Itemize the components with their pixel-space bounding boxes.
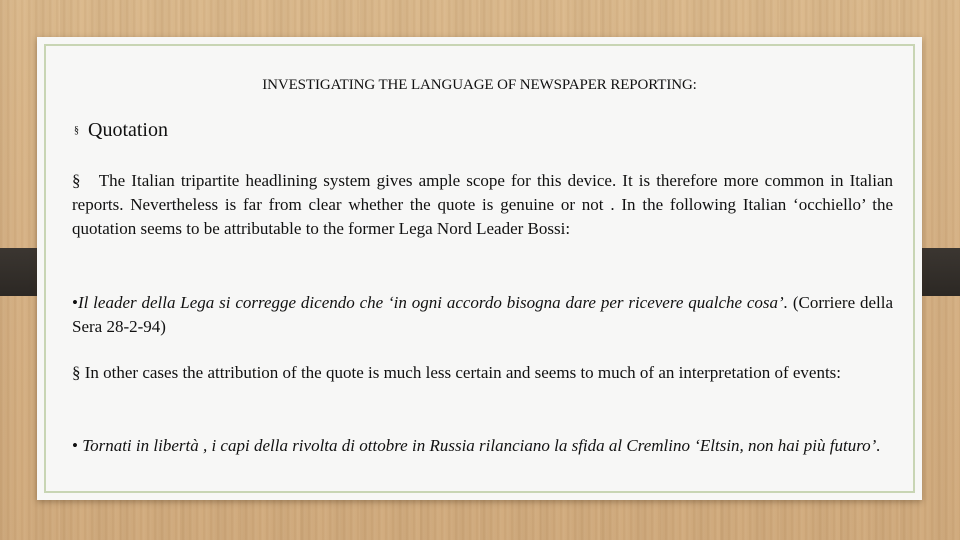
paragraph-example-corriere: [72, 291, 893, 339]
slide-card: [37, 37, 922, 500]
italian-quote-text: Tornati in libertà , i capi della rivolta di ottobre in Russia rilanciano la sfida al Cremlino ‘Eltsin, non hai più futuro’.: [82, 436, 881, 455]
paragraph-other-cases: [72, 361, 893, 385]
dot-bullet-icon: •: [72, 436, 78, 455]
dot-bullet-icon: •: [72, 293, 78, 312]
paragraph-text: The Italian tripartite headlining system gives ample scope for this device. It is therefore more common in Italian reports. Nevertheless is far from clear whether the quote is genuine or not . In the following Italian ‘occhiello’ the quotation seems to be attributable to the former Lega Nord Leader Bossi:: [72, 171, 893, 238]
slide-title: INVESTIGATING THE LANGUAGE OF NEWSPAPER REPORTING:: [262, 77, 697, 93]
paragraph-tripartite-system: [72, 169, 893, 241]
slide-frame-border: [44, 44, 915, 493]
italian-quote-text: Il leader della Lega si corregge dicendo che ‘in ogni accordo bisogna dare per ricevere qualche cosa’.: [77, 293, 788, 312]
quote-source: (Corriere della Sera 28-2-94): [72, 293, 893, 336]
paragraph-example-eltsin: [72, 434, 893, 458]
section-heading-text: Quotation: [88, 119, 168, 141]
square-bullet-icon: §: [72, 363, 81, 382]
paragraph-text: In other cases the attribution of the quote is much less certain and seems to much of an interpretation of events:: [84, 363, 842, 382]
square-bullet-icon: §: [72, 171, 81, 190]
square-bullet-icon: §: [74, 125, 79, 136]
section-heading: [74, 119, 168, 142]
